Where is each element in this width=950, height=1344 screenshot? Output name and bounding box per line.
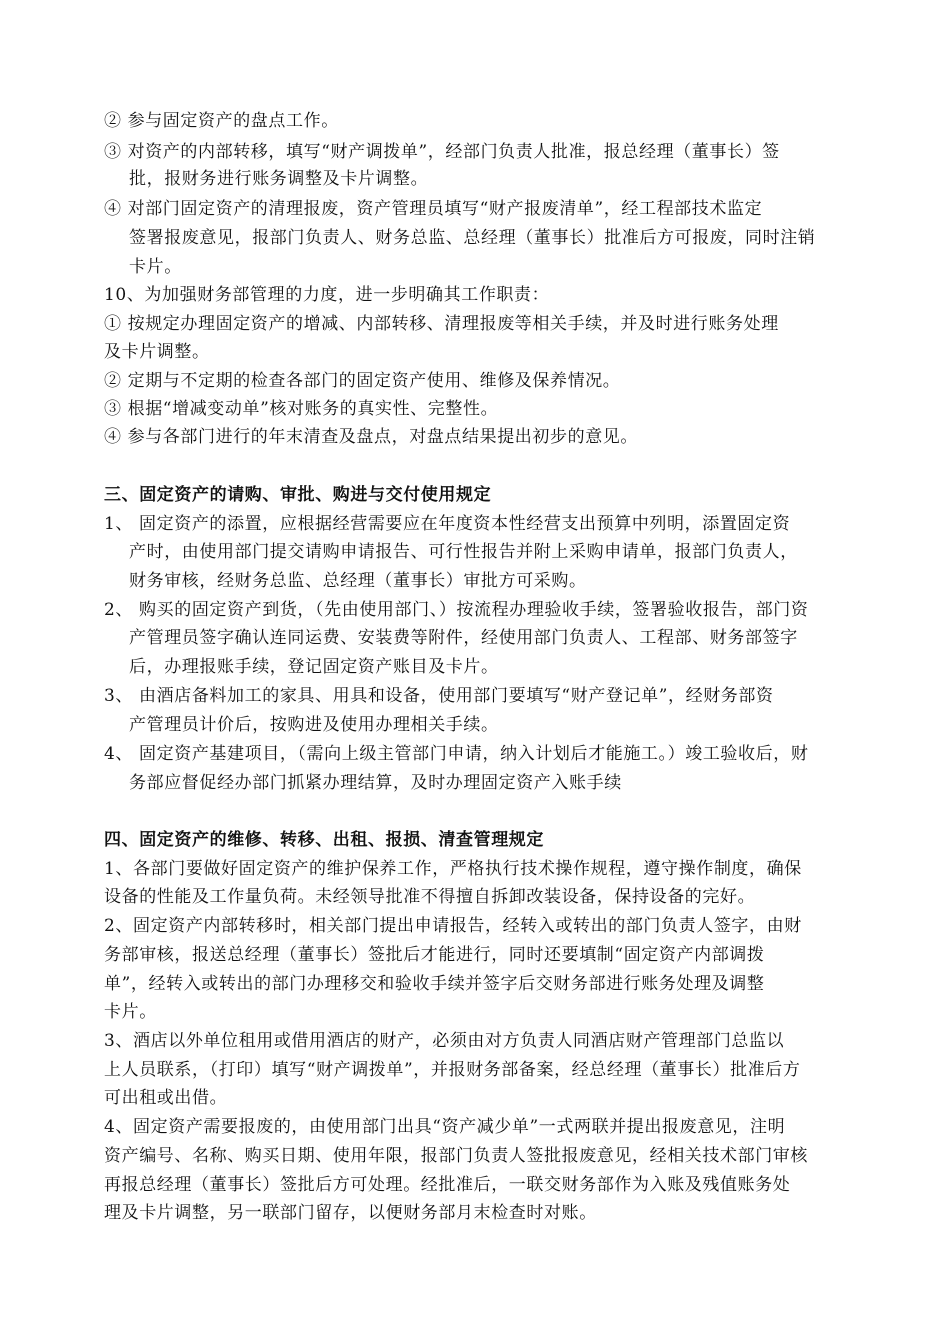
text-line: 再报总经理（董事长）签批后方可处理。经批准后，一联交财务部作为入账及残值账务处 — [104, 1175, 791, 1195]
text-line: 3、酒店以外单位租用或借用酒店的财产，必须由对方负责人同酒店财产管理部门总监以 — [104, 1031, 785, 1051]
text-line: 及卡片调整。 — [104, 342, 210, 362]
text-line: 资产编号、名称、购买日期、使用年限，报部门负责人签批报废意见，经相关技术部门审核 — [104, 1146, 808, 1166]
text-line: 单”，经转入或转出的部门办理移交和验收手续并签字后交财务部进行账务处理及调整 — [104, 974, 765, 994]
text-line: 产管理员签字确认连同运费、安装费等附件，经使用部门负责人、工程部、财务部签字 — [129, 628, 798, 648]
text-line: 1、各部门要做好固定资产的维护保养工作，严格执行技术操作规程，遵守操作制度，确保 — [104, 859, 802, 879]
text-line: 产管理员计价后，按购进及使用办理相关手续。 — [129, 715, 499, 735]
text-line: ① 按规定办理固定资产的增减、内部转移、清理报废等相关手续，并及时进行账务处理 — [104, 314, 779, 334]
text-line: 务部应督促经办部门抓紧办理结算，及时办理固定资产入账手续 — [129, 773, 622, 793]
section-heading: 三、固定资产的请购、审批、购进与交付使用规定 — [104, 485, 492, 505]
text-line: 后，办理报账手续，登记固定资产账目及卡片。 — [129, 657, 499, 677]
text-line: 2、固定资产内部转移时，相关部门提出申请报告，经转入或转出的部门负责人签字，由财 — [104, 916, 802, 936]
text-line: 产时，由使用部门提交请购申请报告、可行性报告并附上采购申请单，报部门负责人， — [129, 542, 798, 562]
text-line: 卡片。 — [129, 257, 182, 277]
text-line: ② 定期与不定期的检查各部门的固定资产使用、维修及保养情况。 — [104, 371, 621, 391]
text-line: ④ 参与各部门进行的年末清查及盘点，对盘点结果提出初步的意见。 — [104, 427, 639, 447]
text-line: 可出租或出借。 — [104, 1088, 228, 1108]
text-line: 签署报废意见，报部门负责人、财务总监、总经理（董事长）批准后方可报废，同时注销 — [129, 228, 816, 248]
text-line: ③ 根据“增减变动单”核对账务的真实性、完整性。 — [104, 399, 499, 419]
text-line: 财务审核，经财务总监、总经理（董事长）审批方可采购。 — [129, 571, 587, 591]
text-line: 2、 购买的固定资产到货，（先由使用部门、）按流程办理验收手续，签署验收报告，部门资 — [104, 600, 809, 620]
text-line: 3、 由酒店备料加工的家具、用具和设备，使用部门要填写“财产登记单”，经财务部资 — [104, 686, 774, 706]
text-line: 4、固定资产需要报废的，由使用部门出具“资产减少单”一式两联并提出报废意见，注明 — [104, 1117, 786, 1137]
text-line: 务部审核，报送总经理（董事长）签批后才能进行，同时还要填制“固定资产内部调拨 — [104, 945, 765, 965]
text-line: ③ 对资产的内部转移，填写“财产调拨单”，经部门负责人批准，报总经理（董事长）签 — [104, 142, 780, 162]
text-line: 批，报财务进行账务调整及卡片调整。 — [129, 169, 429, 189]
text-line: 设备的性能及工作量负荷。未经领导批准不得擅自拆卸改装设备，保持设备的完好。 — [104, 887, 756, 907]
text-line: ④ 对部门固定资产的清理报废，资产管理员填写“财产报废清单”，经工程部技术监定 — [104, 199, 763, 219]
text-line: 理及卡片调整，另一联部门留存，以便财务部月末检查时对账。 — [104, 1203, 597, 1223]
text-line: 卡片。 — [104, 1002, 157, 1022]
text-line: 1、 固定资产的添置，应根据经营需要应在年度资本性经营支出预算中列明，添置固定资 — [104, 514, 791, 534]
text-line: 4、 固定资产基建项目，（需向上级主管部门申请，纳入计划后才能施工。）竣工验收后，财 — [104, 744, 809, 764]
text-line: ② 参与固定资产的盘点工作。 — [104, 111, 339, 131]
text-line: 10、为加强财务部管理的力度，进一步明确其工作职责： — [104, 285, 550, 305]
section-heading: 四、固定资产的维修、转移、出租、报损、清查管理规定 — [104, 830, 544, 850]
text-line: 上人员联系，（打印）填写“财产调拨单”，并报财务部备案，经总经理（董事长）批准后方 — [104, 1060, 801, 1080]
